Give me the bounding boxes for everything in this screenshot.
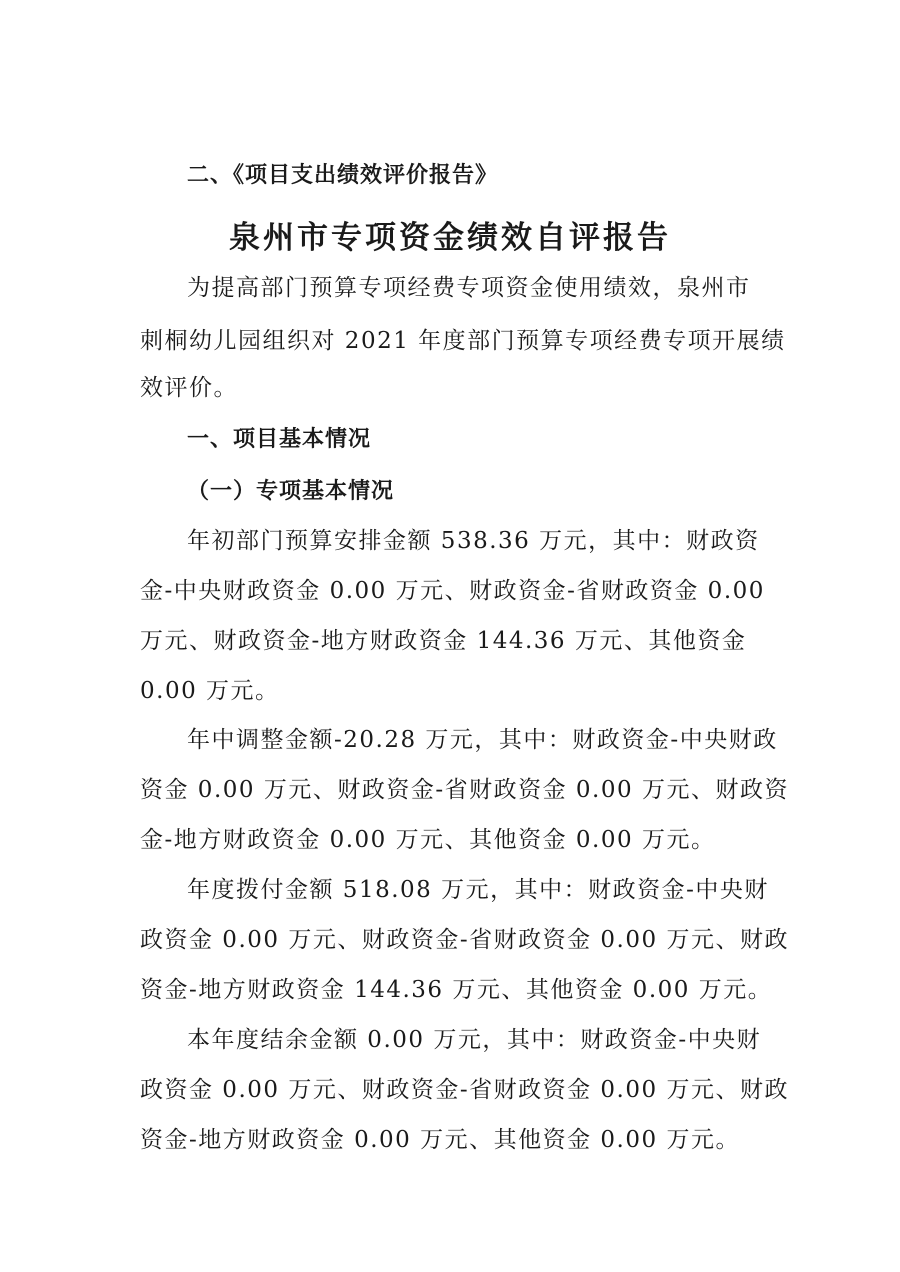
paragraph-line: 资金-地方财政资金 144.36 万元、其他资金 0.00 万元。: [140, 977, 773, 1003]
intro-line: 为提高部门预算专项经费专项资金使用绩效，泉州市: [187, 275, 751, 301]
heading-special-basics: （一）专项基本情况: [187, 479, 395, 504]
paragraph-line: 0.00 万元。: [140, 678, 280, 704]
paragraph-line: 政资金 0.00 万元、财政资金-省财政资金 0.00 万元、财政: [140, 1077, 789, 1103]
paragraph-line: 年初部门预算安排金额 538.36 万元，其中：财政资: [187, 528, 760, 554]
paragraph-line: 万元、财政资金-地方财政资金 144.36 万元、其他资金: [140, 628, 747, 654]
paragraph-line: 金-中央财政资金 0.00 万元、财政资金-省财政资金 0.00: [140, 578, 765, 604]
report-title: 泉州市专项资金绩效自评报告: [229, 220, 671, 256]
paragraph-line: 政资金 0.00 万元、财政资金-省财政资金 0.00 万元、财政: [140, 927, 789, 953]
paragraph-line: 资金-地方财政资金 0.00 万元、其他资金 0.00 万元。: [140, 1127, 740, 1153]
paragraph-line: 金-地方财政资金 0.00 万元、其他资金 0.00 万元。: [140, 827, 716, 853]
paragraph-line: 年中调整金额-20.28 万元，其中：财政资金-中央财政: [187, 727, 778, 753]
paragraph-line: 年度拨付金额 518.08 万元，其中：财政资金-中央财: [187, 877, 769, 903]
intro-line: 刺桐幼儿园组织对 2021 年度部门预算专项经费专项开展绩: [140, 328, 786, 354]
intro-line: 效评价。: [140, 375, 238, 401]
paragraph-line: 本年度结余金额 0.00 万元，其中：财政资金-中央财: [187, 1027, 762, 1053]
paragraph-line: 资金 0.00 万元、财政资金-省财政资金 0.00 万元、财政资: [140, 777, 789, 803]
section-heading: 二、《项目支出绩效评价报告》: [187, 163, 499, 188]
heading-project-basics: 一、项目基本情况: [187, 427, 372, 452]
